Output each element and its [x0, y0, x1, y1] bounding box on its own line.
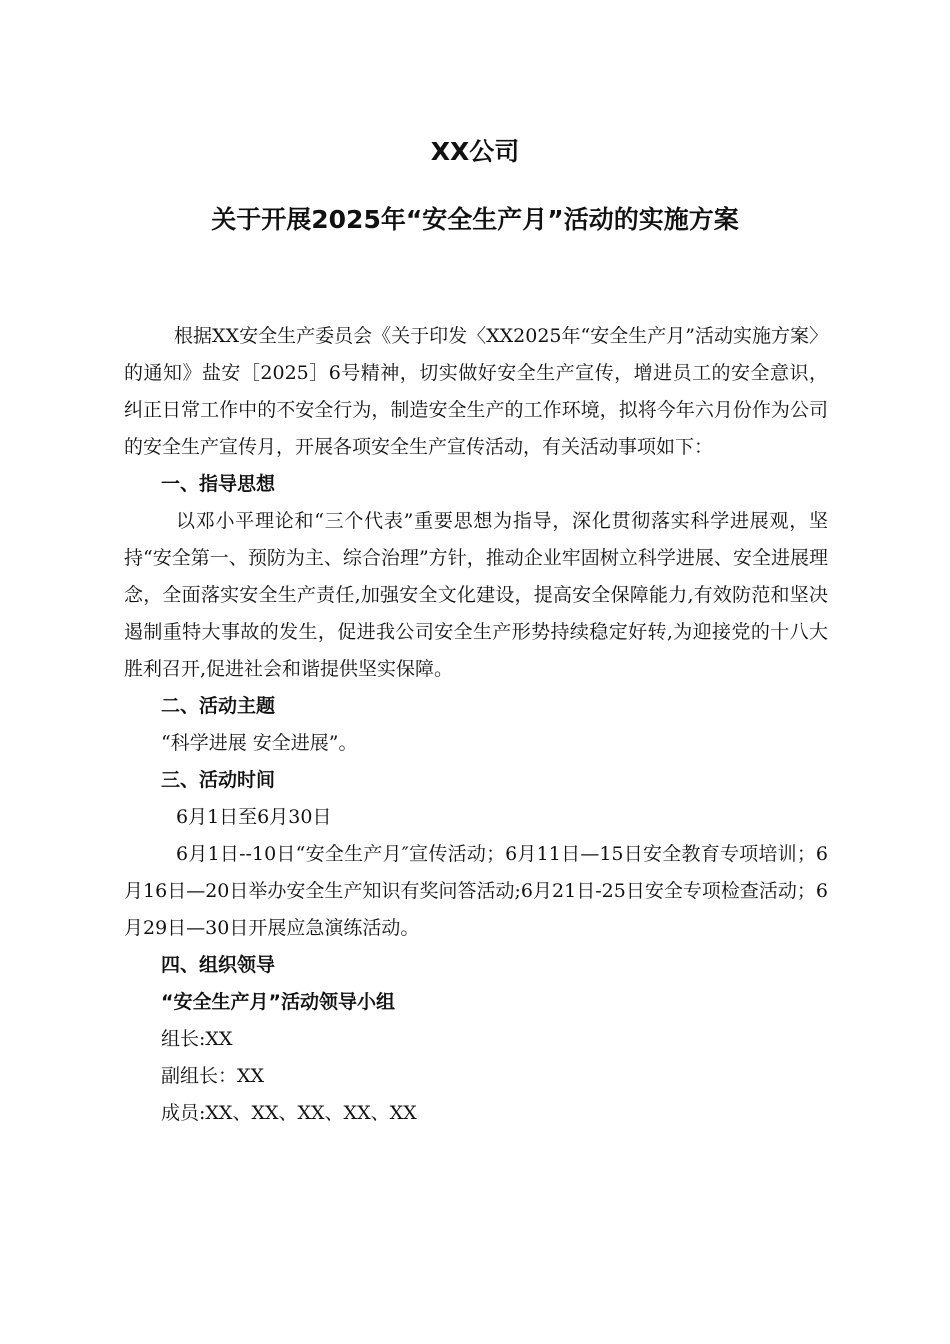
document-title-plan: 关于开展2025年“安全生产月”活动的实施方案: [211, 205, 739, 234]
document-body: [124, 318, 828, 1132]
section-heading-guiding-thought: 一、指导思想: [161, 473, 276, 495]
members-line: 成员:XX、XX、XX、XX、XX: [161, 1102, 417, 1124]
section-heading-time: 三、活动时间: [161, 769, 276, 791]
schedule-paragraph: 6月1日--10日“安全生产月″宣传活动；6月11日—15日安全教育专项培训；6月16日—20日举办安全生产知识有奖问答活动;6月21日-25日安全专项检查活动；6月29日—30日开展应急演练活动。: [124, 843, 828, 939]
section-heading-theme: 二、活动主题: [161, 695, 276, 717]
guiding-thought-paragraph: 以邓小平理论和“三个代表”重要思想为指导，深化贯彻落实科学进展观，坚持“安全第一、预防为主、综合治理”方针，推动企业牢固树立科学进展、安全进展理念，全面落实安全生产责任,加强安全文化建设，提高安全保障能力,有效防范和坚决遏制重特大事故的发生，促进我公司安全生产形势持续稳定好转,为迎接党的十八大胜利召开,促进社会和谐提供坚实保障。: [124, 510, 828, 680]
document-title-company: XX公司: [430, 137, 520, 166]
group-leader-line: 组长:XX: [161, 1028, 233, 1050]
leadership-group-heading: “安全生产月”活动领导小组: [161, 991, 395, 1013]
deputy-leader-line: 副组长：XX: [161, 1065, 265, 1087]
section-heading-organization: 四、组织领导: [161, 954, 276, 976]
intro-paragraph: 根据XX安全生产委员会《关于印发〈XX2025年“安全生产月”活动实施方案〉的通知》盐安［2025］6号精神，切实做好安全生产宣传，增进员工的安全意识，纠正日常工作中的不安全行为，制造安全生产的工作环境，拟将今年六月份作为公司的安全生产宣传月，开展各项安全生产宣传活动，有关活动事项如下：: [124, 325, 828, 458]
theme-text: “科学进展 安全进展”。: [161, 732, 358, 754]
time-range-text: 6月1日至6月30日: [176, 806, 332, 828]
